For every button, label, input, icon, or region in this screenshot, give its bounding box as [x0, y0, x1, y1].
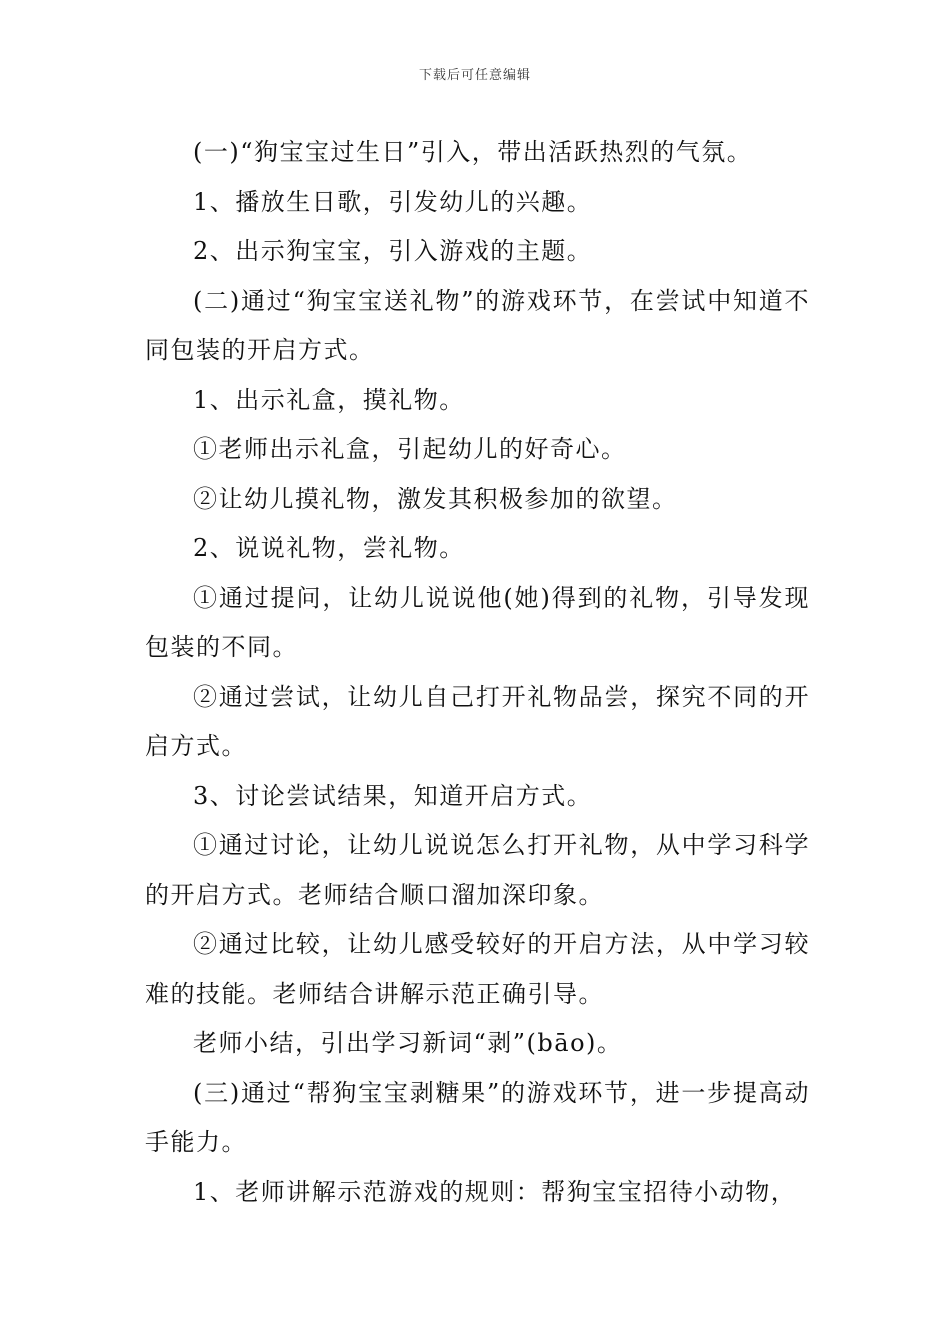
paragraph-step-2-3: 3、讨论尝试结果，知道开启方式。 [193, 781, 593, 810]
paragraph-step-2-2-b: ②通过尝试，让幼儿自己打开礼物品尝，探究不同的开启方式。 [145, 682, 810, 760]
paragraph-step-2-1-a: ①老师出示礼盒，引起幼儿的好奇心。 [193, 435, 627, 463]
paragraph-step-2-2-a: ①通过提问，让幼儿说说他(她)得到的礼物，引导发现包装的不同。 [145, 583, 810, 661]
paragraph-step-2-3-a: ①通过讨论，让幼儿说说怎么打开礼物，从中学习科学的开启方式。老师结合顺口溜加深印象。 [145, 831, 810, 909]
page-header-note: 下载后可任意编辑 [418, 68, 531, 83]
paragraph-step-2-1: 1、出示礼盒，摸礼物。 [193, 385, 465, 414]
paragraph-step-2-3-b: ②通过比较，让幼儿感受较好的开启方法，从中学习较难的技能。老师结合讲解示范正确引导。 [145, 930, 810, 1008]
paragraph-step-2-1-b: ②让幼儿摸礼物，激发其积极参加的欲望。 [193, 484, 678, 513]
paragraph-section-3-heading: (三)通过“帮狗宝宝剥糖果”的游戏环节，进一步提高动手能力。 [145, 1078, 810, 1156]
paragraph-step-2-2: 2、说说礼物，尝礼物。 [193, 534, 465, 562]
paragraph-step-1-2: 2、出示狗宝宝，引入游戏的主题。 [193, 237, 593, 265]
paragraph-step-1-1: 1、播放生日歌，引发幼儿的兴趣。 [193, 187, 593, 216]
paragraph-section-1-heading: (一)“狗宝宝过生日”引入，带出活跃热烈的气氛。 [193, 138, 753, 166]
paragraph-teacher-summary: 老师小结，引出学习新词“剥”(bāo)。 [193, 1029, 623, 1057]
paragraph-step-3-1: 1、老师讲解示范游戏的规则：帮狗宝宝招待小动物， [193, 1177, 797, 1206]
document-body [145, 128, 810, 1217]
paragraph-section-2-heading: (二)通过“狗宝宝送礼物”的游戏环节，在尝试中知道不同包装的开启方式。 [145, 286, 810, 364]
